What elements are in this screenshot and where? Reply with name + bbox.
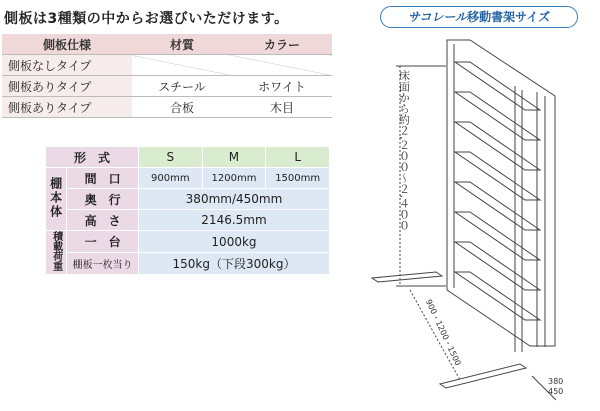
shelf-boards <box>455 62 540 320</box>
spec-table <box>45 146 330 275</box>
material-cell: スチール <box>132 76 232 97</box>
body-group-label: 棚本体 <box>46 168 67 231</box>
table-row <box>2 76 332 97</box>
header-spec: 側板仕様 <box>2 34 132 55</box>
page-heading: 側板は3種類の中からお選びいただけます。 <box>4 11 289 27</box>
per-shelf-value: 150kg（下段300kg） <box>138 253 329 275</box>
side-panel-table <box>2 34 332 118</box>
width-dimension-note: 900・1200・1500 <box>423 298 463 368</box>
material-cell: 合板 <box>132 97 232 118</box>
width-label: 間 口 <box>67 168 139 189</box>
depth-note-380: 380 <box>548 377 564 386</box>
size-l: L <box>266 147 330 168</box>
spec-cell: 側板なしタイプ <box>2 55 132 76</box>
height-dimension-note: 床面から約２,２００〜２,４００ <box>397 70 411 231</box>
table-row <box>2 97 332 118</box>
width-s: 900mm <box>138 168 202 189</box>
height-label: 高 さ <box>67 210 139 231</box>
size-s: S <box>138 147 202 168</box>
material-cell <box>132 55 232 76</box>
depth-value: 380mm/450mm <box>138 189 329 210</box>
shelf-dimension-diagram <box>344 0 600 411</box>
depth-note-450: 450 <box>548 387 564 396</box>
per-shelf-label: 棚板一枚当り <box>67 253 139 275</box>
format-label: 形 式 <box>46 147 139 168</box>
height-value: 2146.5mm <box>138 210 329 231</box>
header-material: 材質 <box>132 34 232 55</box>
load-group-label: 積載荷重 <box>46 231 67 275</box>
width-m: 1200mm <box>202 168 266 189</box>
spec-cell: 側板ありタイプ <box>2 97 132 118</box>
depth-label: 奥 行 <box>67 189 139 210</box>
color-cell <box>232 55 332 76</box>
color-cell: 木目 <box>232 97 332 118</box>
per-unit-label: 一 台 <box>67 231 139 253</box>
per-unit-value: 1000kg <box>138 231 329 253</box>
spec-cell: 側板ありタイプ <box>2 76 132 97</box>
width-l: 1500mm <box>266 168 330 189</box>
header-color: カラー <box>232 34 332 55</box>
figure-title: サコレール移動書架サイズ <box>380 6 578 28</box>
table-row <box>2 55 332 76</box>
color-cell: ホワイト <box>232 76 332 97</box>
floor-rails <box>372 272 526 388</box>
size-m: M <box>202 147 266 168</box>
shelf-back-frame <box>447 40 555 346</box>
